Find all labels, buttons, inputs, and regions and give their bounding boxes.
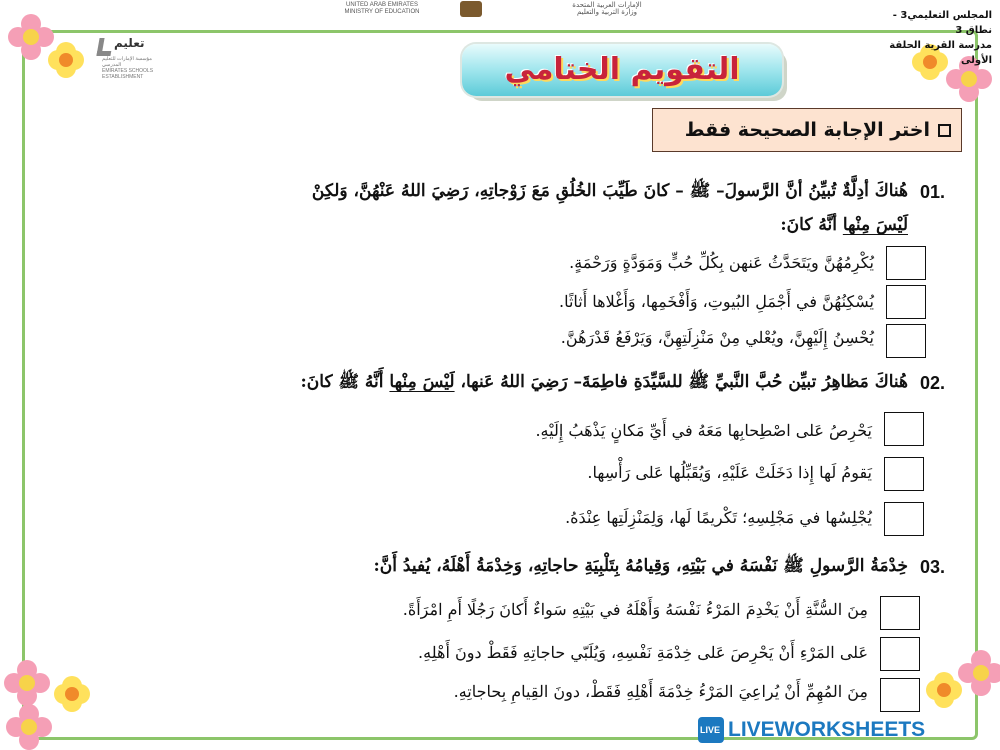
question-text-start: هُناكَ مَظاهِرُ تبيِّن حُبَّ النَّبيِّ ﷺ للسَّيِّدَةِ فاطِمَةَ– رَضِيَ اللهُ عَنها، [460,372,908,392]
question-emphasis: لَيْسَ مِنْها [389,372,455,392]
taleem-logo-icon [96,38,113,56]
flower-decoration-icon [48,42,84,78]
instruction-text: اختر الإجابة الصحيحة فقط [684,119,930,141]
answer-box[interactable] [880,637,920,671]
question-text: هُناكَ أدِلَّةٌ تُبيِّنُ أنَّ الرَّسولَ– ﷺ – كانَ طَيِّبَ الخُلُقِ مَعَ زَوْجاتِهِ، رَضِيَ اللهُ عَنْهُنَّ، وَلكِنْ [311,181,908,201]
question-text [301,371,908,396]
answer-box[interactable] [880,678,920,712]
answer-option: يُسْكِنُهُنَّ في أَجْمَلِ البُيوتِ، وَأَفْخَمِها، وَأَغْلاها أَثاثًا. [558,292,874,311]
answer-option: مِنَ السُّنَّةِ أَنْ يَخْدِمَ المَرْءُ نَفْسَهُ وَأَهْلَهُ في بَيْتِهِ سَواءٌ أَكانَ رَجُلًا أَمِ امْرَأَةً. [402,600,868,619]
answer-box[interactable] [884,412,924,446]
flower-decoration-icon [926,672,962,708]
logo-subtitle: مؤسسة الإمارات للتعليم المدرسي EMIRATES SCHOOLS ESTABLISHMENT [102,56,154,80]
liveworksheets-logo-icon [698,717,724,743]
answer-box[interactable] [886,324,926,358]
ministry-english: UNITED ARAB EMIRATES MINISTRY OF EDUCATION [344,2,420,15]
answer-box[interactable] [886,285,926,319]
checkbox-square-icon [938,124,951,137]
answer-option: يُحْسِنُ إِلَيْهِنَّ، ويُعْلي مِنْ مَنْزِلَتِهِنَّ، وَيَرْفَعُ قَدْرَهُنَّ. [560,328,874,347]
badge-letters: LIVE [700,725,721,735]
question-text-continued: أنَّهُ كانَ: [780,215,837,235]
liveworksheets-brand: LIVEWORKSHEETS [728,718,926,741]
liveworksheets-watermark [698,715,925,745]
uae-crest-icon [460,1,482,17]
answer-option: يَحْرِصُ عَلى اصْطِحابِها مَعَهُ في أَيِّ مَكانٍ يَذْهَبُ إِلَيْهِ. [535,421,872,440]
answer-option: يُكْرِمُهُنَّ ويَتَحَدَّثُ عَنهن بِكُلِّ حُبٍّ وَمَوَدَّةٍ وَرَحْمَةٍ. [569,253,874,272]
logo-word: تعليم [114,36,145,50]
question-number: 01. [920,182,946,202]
answer-box[interactable] [886,246,926,280]
question-text-end: أَنَّهُ ﷺ كانَ: [300,372,384,392]
ministry-arabic: الإمارات العربية المتحدة وزارة التربية والتعليم [572,1,642,16]
instruction-box [652,108,962,152]
answer-option: يَقومُ لَها إِذا دَخَلَتْ عَلَيْهِ، وَيُقَبِّلُها عَلى رَأْسِها. [587,463,872,482]
answer-box[interactable] [884,502,924,536]
question-text: خِدْمَةُ الرَّسولِ ﷺ نَفْسَهُ في بَيْتِهِ، وَقِيامُهُ بِتَلْبِيَةِ حاجاتِهِ، وَخِدْمَةُ أَهْلَهُ، يُفيدُ أَنَّ: [373,556,908,576]
school-line: مدرسة القرية الحلقة الأولى [889,40,992,66]
answer-box[interactable] [880,596,920,630]
question-emphasis: لَيْسَ مِنْها [842,215,908,235]
flower-decoration-icon [54,676,90,712]
flower-decoration-icon [4,660,50,706]
taleem-logo [88,34,162,80]
flower-decoration-icon [6,704,52,750]
school-header [868,8,992,68]
page-title: التقويم الختامي [504,52,740,87]
question-number: 02. [920,373,946,393]
title-banner [462,44,782,96]
ministry-header [312,2,692,18]
answer-option: عَلى المَرْءِ أَنْ يَحْرِصَ عَلى خِدْمَةِ نَفْسِهِ، وَيُلَبّي حاجاتِهِ فَقَطْ دونَ أَهْلِهِ. [418,643,868,662]
question-number: 03. [920,557,946,577]
question-text [780,215,908,235]
flower-decoration-icon [958,650,1000,696]
answer-box[interactable] [884,457,924,491]
answer-option: مِنَ المُهِمِّ أَنْ يُراعِيَ المَرْءُ خِدْمَةَ أَهْلِهِ فَقَطْ، دونَ القِيامِ بِحاجاتِهِ. [453,682,868,701]
answer-option: يُجْلِسُها في مَجْلِسِهِ؛ تَكْريمًا لَها، وَلِمَنْزِلَتِها عِنْدَهُ. [565,508,872,527]
council-line: المجلس التعليمي3 - نطاق 3 [892,10,992,36]
